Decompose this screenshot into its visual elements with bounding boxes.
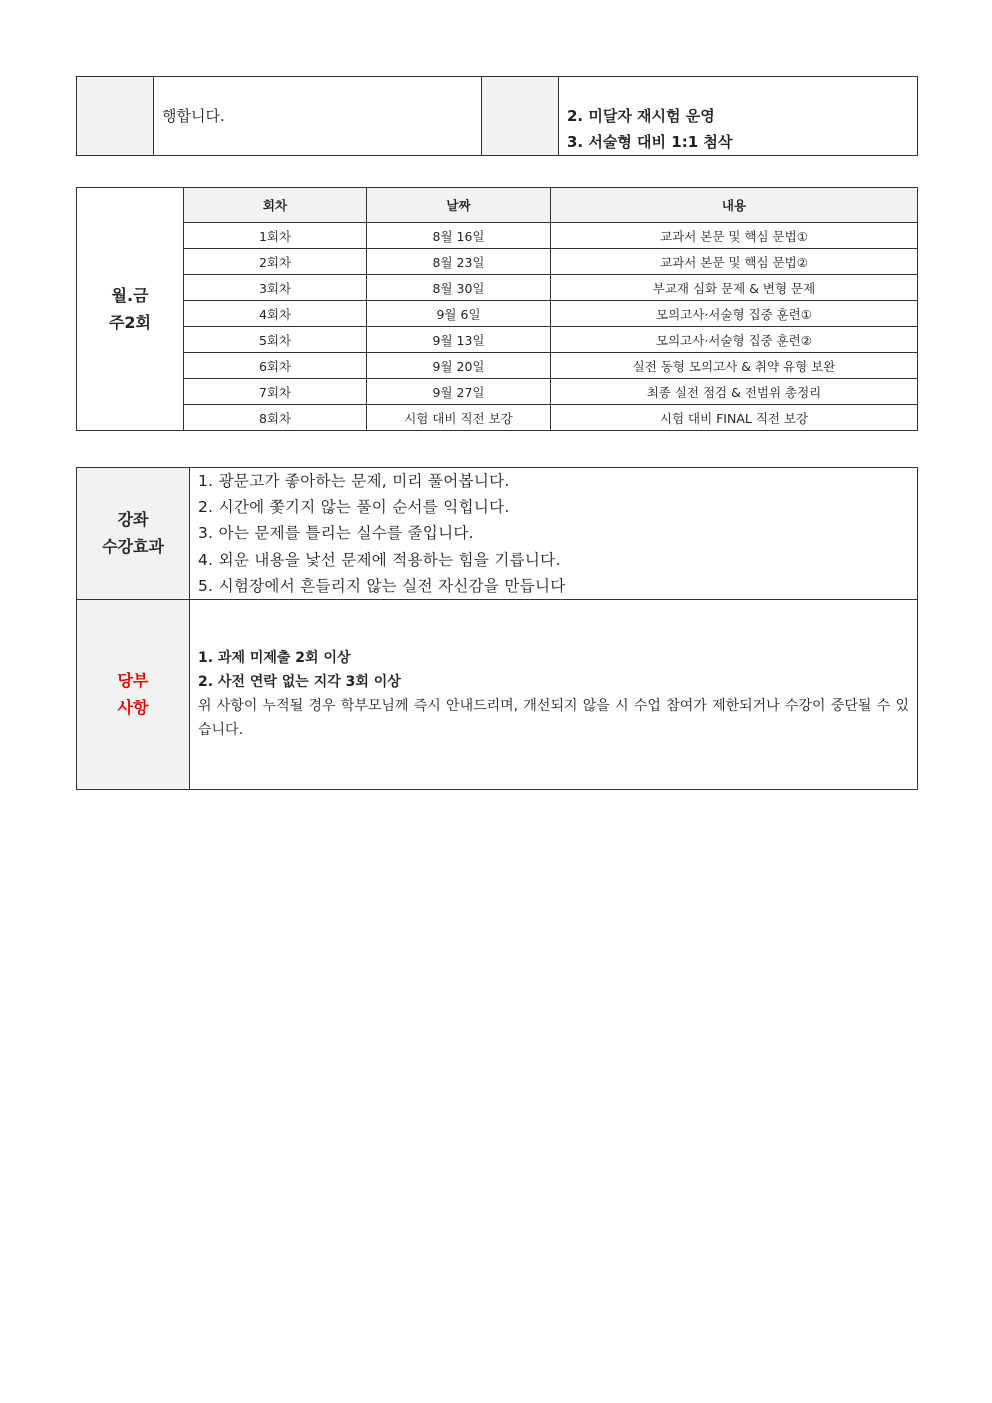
date-cell: 8월 16일 (367, 223, 551, 249)
top-left-text: 행합니다. (162, 107, 225, 125)
list-item: 2. 시간에 쫓기지 않는 풀이 순서를 익힙니다. (198, 498, 510, 517)
date-cell: 8월 30일 (367, 275, 551, 301)
effects-label-line: 수강효과 (102, 537, 164, 557)
date-cell: 9월 20일 (367, 353, 551, 379)
content-cell: 교과서 본문 및 핵심 문법① (551, 223, 918, 249)
notice-label-line: 사항 (117, 698, 149, 718)
notice-label-line: 당부 (117, 671, 149, 691)
table-row (77, 353, 918, 379)
schedule-table (76, 187, 918, 431)
effects-notice-table (76, 467, 918, 790)
header-content: 내용 (551, 188, 918, 223)
table-row (77, 301, 918, 327)
top-right-list (559, 77, 918, 156)
date-cell: 9월 13일 (367, 327, 551, 353)
list-item: 3. 아는 문제를 틀리는 실수를 줄입니다. (198, 524, 474, 543)
top-left-text-cell (154, 77, 482, 156)
content-cell: 교과서 본문 및 핵심 문법② (551, 249, 918, 275)
schedule-label-line: 주2회 (108, 313, 152, 332)
table-row (77, 379, 918, 405)
effects-label (77, 468, 190, 600)
content-cell: 모의고사·서술형 집중 훈련① (551, 301, 918, 327)
session-cell: 8회차 (184, 405, 367, 431)
list-item: 5. 시험장에서 흔들리지 않는 실전 자신감을 만듭니다 (198, 576, 566, 595)
date-cell: 8월 23일 (367, 249, 551, 275)
notice-paragraph: 위 사항이 누적될 경우 학부모님께 즉시 안내드리며, 개선되지 않을 시 수업 참여가 제한되거나 수강이 중단될 수 있습니다. (198, 697, 909, 738)
top-right-label-cell (482, 77, 559, 156)
top-right-item: 2. 미달자 재시험 운영 (567, 107, 715, 125)
table-row (77, 249, 918, 275)
session-cell: 2회차 (184, 249, 367, 275)
schedule-label (77, 188, 184, 431)
header-session: 회차 (184, 188, 367, 223)
top-right-item: 3. 서술형 대비 1:1 첨삭 (567, 133, 733, 151)
notice-content (190, 599, 918, 789)
content-cell: 모의고사·서술형 집중 훈련② (551, 327, 918, 353)
content-cell: 부교재 심화 문제 & 변형 문제 (551, 275, 918, 301)
table-row (77, 223, 918, 249)
header-date: 날짜 (367, 188, 551, 223)
session-cell: 4회차 (184, 301, 367, 327)
date-cell: 시험 대비 직전 보강 (367, 405, 551, 431)
table-row (77, 275, 918, 301)
content-cell: 시험 대비 FINAL 직전 보강 (551, 405, 918, 431)
session-cell: 5회차 (184, 327, 367, 353)
list-item: 1. 광문고가 좋아하는 문제, 미리 풀어봅니다. (198, 472, 510, 490)
notice-item: 1. 과제 미제출 2회 이상 (198, 649, 351, 666)
effects-list (190, 468, 918, 600)
session-cell: 3회차 (184, 275, 367, 301)
notice-label (77, 599, 190, 789)
table-row (77, 405, 918, 431)
effects-label-line: 강좌 (117, 510, 149, 530)
session-cell: 1회차 (184, 223, 367, 249)
session-cell: 6회차 (184, 353, 367, 379)
content-cell: 최종 실전 점검 & 전범위 총정리 (551, 379, 918, 405)
top-table (76, 76, 918, 156)
session-cell: 7회차 (184, 379, 367, 405)
schedule-label-line: 월.금 (111, 286, 149, 305)
date-cell: 9월 27일 (367, 379, 551, 405)
table-row (77, 327, 918, 353)
content-cell: 실전 동형 모의고사 & 취약 유형 보완 (551, 353, 918, 379)
top-left-label-cell (77, 77, 154, 156)
list-item: 4. 외운 내용을 낯선 문제에 적용하는 힘을 기릅니다. (198, 550, 561, 569)
notice-item: 2. 사전 연락 없는 지각 3회 이상 (198, 673, 401, 690)
date-cell: 9월 6일 (367, 301, 551, 327)
